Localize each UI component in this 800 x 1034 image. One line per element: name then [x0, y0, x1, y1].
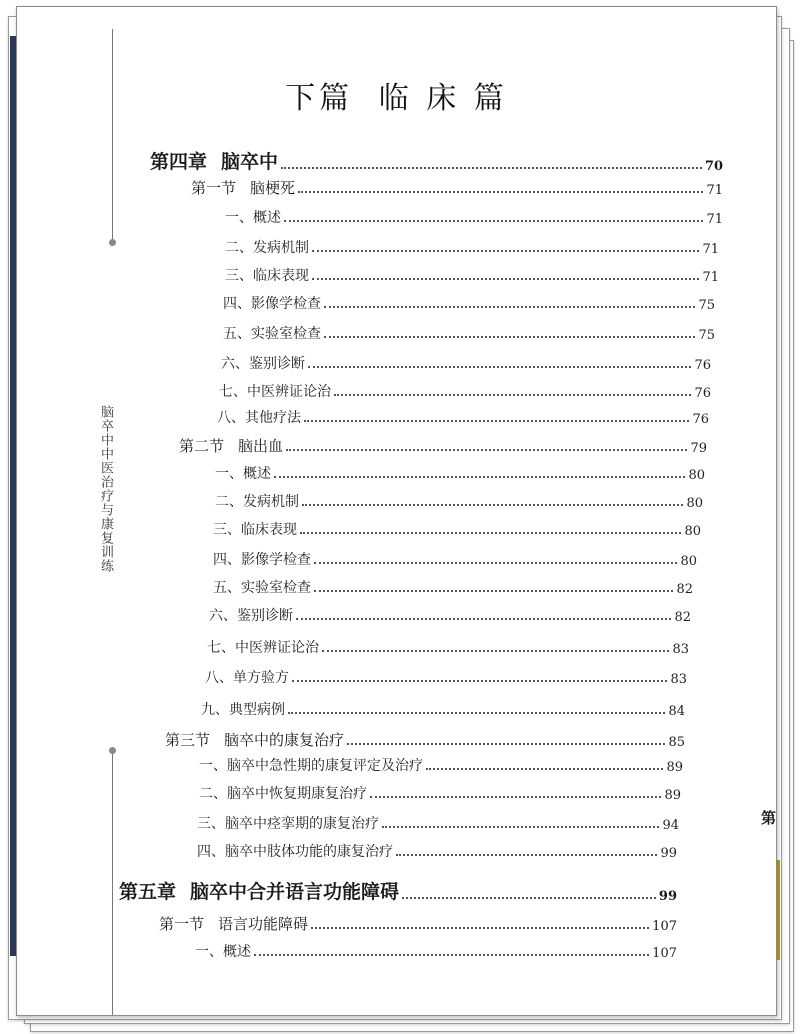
toc-entry-label	[225, 265, 309, 285]
toc-entry-item	[213, 549, 697, 569]
toc-entry-page: 71	[702, 270, 719, 285]
toc-entry-page: 85	[668, 735, 685, 750]
toc-entry-page: 107	[652, 946, 677, 961]
toc-entry-item	[215, 463, 705, 483]
part-title	[17, 73, 776, 117]
toc-entry-title: 二、脑卒中恢复期康复治疗	[199, 786, 367, 802]
toc-entry-label	[159, 913, 308, 934]
toc-entry-number: 第一节	[159, 915, 205, 933]
toc-entry-page: 80	[688, 468, 705, 483]
toc-entry-title: 一、脑卒中急性期的康复评定及治疗	[199, 758, 423, 774]
toc-entry-page: 76	[694, 358, 711, 373]
toc-entry-label	[225, 207, 281, 227]
toc-entry-page: 94	[662, 818, 679, 833]
toc-entry-title: 二、发病机制	[215, 494, 299, 510]
toc-entry-page: 82	[676, 582, 693, 597]
toc-entry-section	[165, 729, 685, 750]
toc-entry-title: 七、中医辨证论治	[207, 640, 319, 656]
toc-entry-page: 71	[706, 212, 723, 227]
toc-entry-label	[215, 463, 271, 483]
toc-entry-number: 第二节	[179, 437, 225, 455]
toc-leader-dots	[284, 220, 703, 222]
toc-entry-title: 三、临床表现	[225, 268, 309, 284]
toc-leader-dots	[300, 532, 681, 534]
toc-entry-label	[197, 841, 393, 861]
part-title-sub: 临 床 篇	[378, 81, 508, 116]
toc-entry-number: 第四章	[150, 151, 208, 173]
toc-leader-dots	[347, 743, 665, 745]
toc-entry-label	[213, 577, 311, 597]
toc-entry-page: 107	[652, 919, 677, 934]
toc-entry-item	[195, 941, 677, 961]
toc-entry-label	[223, 323, 321, 343]
toc-entry-item	[219, 381, 711, 401]
toc-entry-label	[209, 605, 293, 625]
toc-entry-item	[225, 265, 719, 285]
toc-leader-dots	[286, 449, 687, 451]
toc-entry-title: 五、实验室检查	[223, 326, 321, 342]
toc-entry-label	[165, 729, 344, 750]
toc-entry-title: 六、鉴别诊断	[209, 608, 293, 624]
toc-entry-label	[225, 237, 309, 257]
toc-entry-page: 71	[706, 183, 723, 198]
toc-entry-page: 84	[668, 704, 685, 719]
toc-leader-dots	[370, 796, 661, 798]
toc-entry-title: 四、影像学检查	[223, 296, 321, 312]
spine-line-bottom	[112, 753, 113, 1015]
toc-leader-dots	[382, 826, 659, 828]
toc-entry-title: 脑卒中合并语言功能障碍	[190, 881, 400, 903]
toc-entry-page: 76	[692, 412, 709, 427]
toc-leader-dots	[254, 954, 649, 956]
toc-entry-item	[221, 353, 711, 373]
toc-leader-dots	[304, 420, 689, 422]
spine-line-top	[112, 29, 113, 241]
toc-leader-dots	[308, 366, 691, 368]
toc-entry-label	[213, 519, 297, 539]
toc-entry-item	[223, 323, 715, 343]
toc-entry-page: 83	[672, 642, 689, 657]
toc-leader-dots	[302, 504, 683, 506]
toc-entry-label	[201, 699, 285, 719]
toc-entry-title: 九、典型病例	[201, 702, 285, 718]
toc-entry-page: 80	[680, 554, 697, 569]
toc-entry-label	[207, 637, 319, 657]
part-title-main: 下篇	[285, 81, 354, 116]
toc-entry-page: 71	[702, 242, 719, 257]
toc-entry-item	[223, 293, 715, 313]
toc-page	[16, 6, 777, 1016]
toc-entry-item	[217, 407, 709, 427]
toc-entry-label	[219, 381, 331, 401]
spine-dot-top	[109, 239, 116, 246]
toc-entry-label	[119, 877, 399, 904]
toc-entry-page: 89	[666, 760, 683, 775]
toc-entry-item	[201, 699, 685, 719]
toc-entry-title: 语言功能障碍	[218, 915, 309, 933]
toc-entry-item	[209, 605, 691, 625]
toc-entry-page: 89	[664, 788, 681, 803]
toc-entry-title: 脑卒中的康复治疗	[224, 731, 345, 749]
toc-leader-dots	[322, 650, 669, 652]
toc-entry-title: 脑梗死	[250, 179, 296, 197]
toc-entry-item	[207, 637, 689, 657]
toc-entry-item	[205, 667, 687, 687]
toc-leader-dots	[312, 278, 699, 280]
toc-entry-item	[197, 841, 677, 861]
toc-leader-dots	[314, 590, 673, 592]
toc-entry-page: 70	[704, 159, 723, 174]
toc-entry-section	[159, 913, 677, 934]
toc-leader-dots	[314, 562, 677, 564]
toc-entry-page: 76	[694, 386, 711, 401]
toc-entry-page: 80	[686, 496, 703, 511]
toc-leader-dots	[324, 306, 695, 308]
toc-leader-dots	[292, 680, 667, 682]
next-page-peek: 第	[761, 809, 777, 827]
toc-entry-page: 82	[674, 610, 691, 625]
toc-entry-page: 83	[670, 672, 687, 687]
spine-title: 脑卒中中医治疗与康复训练	[98, 405, 113, 573]
toc-entry-title: 一、概述	[195, 944, 251, 960]
toc-entry-label	[221, 353, 305, 373]
toc-leader-dots	[288, 712, 665, 714]
toc-entry-page: 99	[658, 889, 677, 904]
toc-entry-page: 80	[684, 524, 701, 539]
toc-leader-dots	[296, 618, 671, 620]
toc-entry-title: 五、实验室检查	[213, 580, 311, 596]
toc-entry-label	[205, 667, 289, 687]
toc-leader-dots	[281, 167, 702, 169]
toc-leader-dots	[426, 768, 663, 770]
toc-leader-dots	[311, 927, 649, 929]
toc-entry-title: 二、发病机制	[225, 240, 309, 256]
toc-entry-item	[199, 755, 683, 775]
toc-entry-item	[213, 519, 701, 539]
toc-entry-item	[197, 813, 679, 833]
toc-entry-title: 八、其他疗法	[217, 410, 301, 426]
toc-entry-label	[199, 783, 367, 803]
toc-entry-label	[223, 293, 321, 313]
toc-leader-dots	[312, 250, 699, 252]
toc-entry-label	[215, 491, 299, 511]
toc-entry-title: 四、脑卒中肢体功能的康复治疗	[197, 844, 393, 860]
toc-entry-title: 脑卒中	[221, 151, 279, 173]
toc-leader-dots	[324, 336, 695, 338]
toc-entry-title: 四、影像学检查	[213, 552, 311, 568]
toc-leader-dots	[334, 394, 691, 396]
toc-entry-label	[150, 147, 278, 174]
toc-entry-page: 79	[690, 441, 707, 456]
toc-entry-label	[197, 813, 379, 833]
toc-entry-label	[199, 755, 423, 775]
toc-leader-dots	[396, 854, 657, 856]
toc-entry-item	[225, 237, 719, 257]
toc-entry-label	[217, 407, 301, 427]
toc-entry-label	[195, 941, 251, 961]
toc-entry-item	[225, 207, 723, 227]
toc-leader-dots	[274, 476, 685, 478]
toc-entry-title: 一、概述	[225, 210, 281, 226]
toc-leader-dots	[402, 897, 656, 899]
toc-entry-page: 99	[660, 846, 677, 861]
toc-entry-title: 六、鉴别诊断	[221, 356, 305, 372]
toc-entry-number: 第五章	[119, 881, 177, 903]
toc-entry-page: 75	[698, 298, 715, 313]
toc-entry-section	[179, 435, 707, 456]
toc-entry-item	[199, 783, 681, 803]
toc-entry-label	[213, 549, 311, 569]
toc-entry-title: 三、临床表现	[213, 522, 297, 538]
toc-entry-item	[213, 577, 693, 597]
toc-entry-title: 七、中医辨证论治	[219, 384, 331, 400]
toc-entry-page: 75	[698, 328, 715, 343]
toc-entry-chapter	[119, 877, 677, 904]
toc-entry-title: 一、概述	[215, 466, 271, 482]
toc-entry-number: 第三节	[165, 731, 211, 749]
toc-entry-label	[191, 177, 295, 198]
toc-entry-title: 三、脑卒中痉挛期的康复治疗	[197, 816, 379, 832]
toc-entry-label	[179, 435, 283, 456]
toc-entry-title: 八、单方验方	[205, 670, 289, 686]
toc-entry-chapter	[150, 147, 723, 174]
toc-leader-dots	[298, 191, 703, 193]
toc-entry-number: 第一节	[191, 179, 237, 197]
toc-entry-title: 脑出血	[238, 437, 284, 455]
toc-entry-section	[191, 177, 723, 198]
toc-entry-item	[215, 491, 703, 511]
